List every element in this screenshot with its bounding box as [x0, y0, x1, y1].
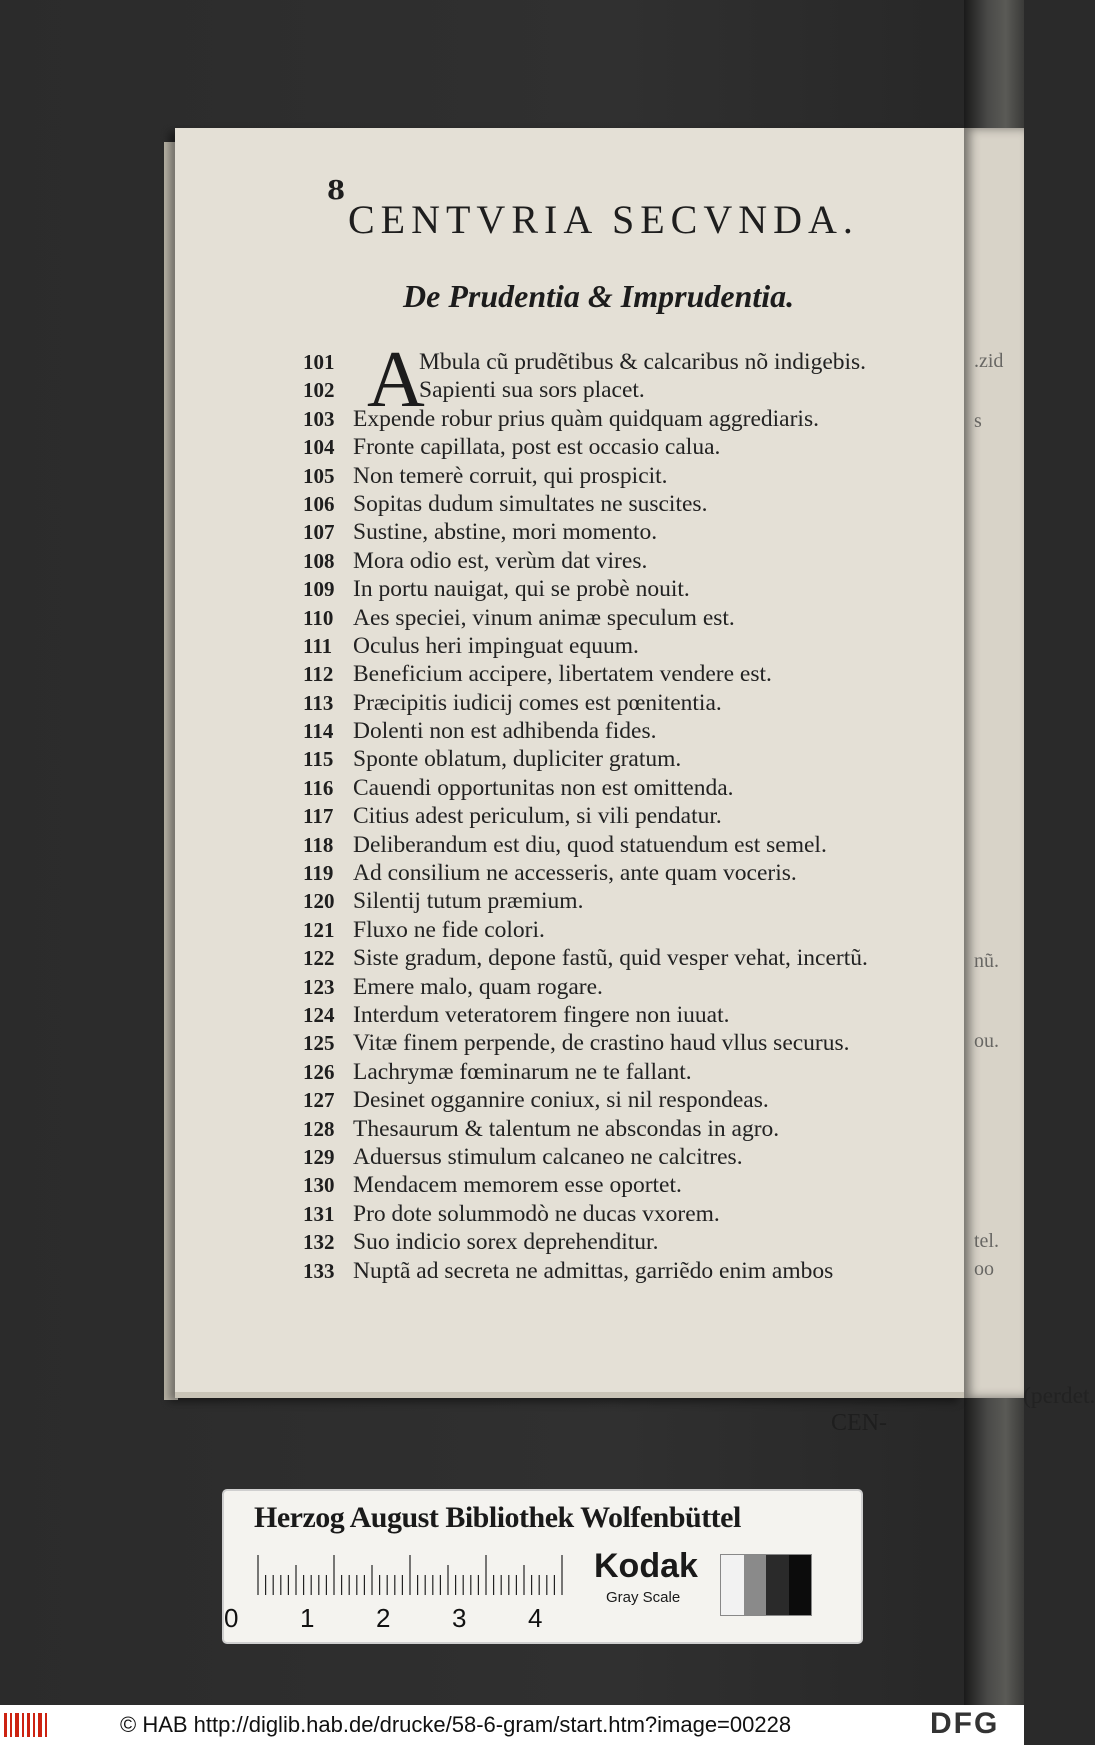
ruler-label: 1: [300, 1603, 315, 1633]
source-credit-link[interactable]: © HAB http://diglib.hab.de/drucke/58-6-gram/start.htm?image=00228: [120, 1712, 792, 1737]
proverb-number: 120: [303, 889, 335, 914]
color-calibration-card: [224, 1491, 861, 1642]
proverb-list: [303, 348, 983, 1285]
proverb-number: 106: [303, 491, 335, 516]
proverb-line: [303, 774, 983, 802]
proverb-line: [303, 1200, 983, 1228]
proverb-text: Cauendi opportunitas non est omittenda.: [353, 774, 734, 801]
proverb-line: [303, 1058, 983, 1086]
proverb-line: [303, 433, 983, 461]
gray-swatches: [720, 1554, 812, 1616]
proverb-number: 101: [303, 350, 335, 374]
proverb-text: Non temerè corruit, qui prospicit.: [353, 462, 668, 489]
proverb-number: 119: [303, 861, 334, 886]
proverb-text: Deliberandum est diu, quod statuendum est semel.: [353, 831, 827, 858]
proverb-number: 129: [303, 1144, 335, 1169]
proverb-text: Interdum veteratorem fingere non iuuat.: [353, 1001, 730, 1028]
proverb-text: Pro dote solummodò ne ducas vxorem.: [353, 1200, 720, 1227]
proverb-number: 117: [303, 804, 334, 829]
proverb-text: Sapienti sua sors placet.: [419, 377, 645, 404]
proverb-number: 114: [303, 719, 334, 744]
library-name: Herzog August Bibliothek Wolfenbüttel: [254, 1501, 741, 1534]
page-number: 8: [327, 176, 346, 206]
proverb-number: 122: [303, 946, 335, 971]
proverb-line: [303, 547, 983, 575]
proverb-text: Ad consilium ne accesseris, ante quam voceris.: [353, 860, 797, 887]
proverb-text: Dolenti non est adhibenda fides.: [353, 718, 657, 745]
proverb-line: [303, 745, 983, 773]
proverb-line: [303, 689, 983, 717]
gray-swatch: [721, 1555, 744, 1615]
adjacent-fragment: .zid: [974, 350, 1004, 372]
proverb-text: Mora odio est, verùm dat vires.: [353, 547, 648, 574]
proverb-text: Suo indicio sorex deprehenditur.: [353, 1229, 659, 1256]
proverb-text: In portu nauigat, qui se probè nouit.: [353, 576, 690, 603]
gray-swatch: [744, 1555, 767, 1615]
proverb-text: Sopitas dudum simultates ne suscites.: [353, 490, 708, 517]
ruler-label: 4: [528, 1603, 543, 1633]
proverb-text: Siste gradum, depone fastũ, quid vesper vehat, incertũ.: [353, 945, 868, 972]
proverb-line: [303, 717, 983, 745]
proverb-number: 123: [303, 974, 335, 999]
proverb-number: 110: [303, 605, 334, 630]
gray-swatch: [789, 1555, 812, 1615]
proverb-line: [303, 1029, 983, 1057]
adjacent-fragment: s: [974, 410, 982, 432]
proverb-text: Emere malo, quam rogare.: [353, 973, 603, 1000]
proverb-line: [303, 831, 983, 859]
proverb-line: [303, 887, 983, 915]
ruler: [256, 1555, 566, 1595]
proverb-number: 124: [303, 1002, 335, 1027]
proverb-line: [303, 660, 983, 688]
proverb-text: Fronte capillata, post est occasio calua.: [353, 434, 721, 461]
proverb-text: Desinet oggannire coniux, si nil respondeas.: [353, 1087, 769, 1114]
proverb-text: Lachrymæ fœminarum ne te fallant.: [353, 1058, 692, 1085]
proverb-number: 118: [303, 832, 334, 857]
proverb-number: 113: [303, 690, 334, 715]
proverb-text: Sustine, abstine, mori momento.: [353, 519, 658, 546]
catchword: CEN-: [831, 1410, 887, 1436]
proverb-line: [303, 1001, 983, 1029]
ruler-label: 3: [452, 1603, 467, 1633]
adjacent-fragment: tel.: [974, 1230, 999, 1252]
proverb-number: 127: [303, 1088, 335, 1113]
proverb-number: 130: [303, 1173, 335, 1198]
proverb-line: [303, 405, 983, 433]
adjacent-fragment: oo: [974, 1258, 994, 1280]
proverb-text: Thesaurum & talentum ne abscondas in agro.: [353, 1115, 780, 1142]
proverb-line: [303, 944, 983, 972]
proverb-text: Aes speciei, vinum animæ speculum est.: [353, 604, 735, 631]
page-bottom-edge: [175, 1392, 964, 1398]
proverb-number: 109: [303, 577, 335, 602]
page-title: CENTVRIA SECVNDA.: [348, 197, 859, 242]
proverb-text: Nuptã ad secreta ne admittas, garriẽdo enim ambos: [353, 1257, 834, 1284]
kodak-logo: Kodak: [594, 1547, 698, 1585]
proverb-text: Expende robur prius quàm quidquam aggrediaris.: [353, 405, 819, 432]
proverb-line: [303, 575, 983, 603]
proverb-text: Oculus heri impinguat equum.: [353, 632, 639, 659]
proverb-number: 116: [303, 775, 334, 800]
runover-word: (perdet.: [1023, 1383, 1095, 1409]
proverb-line: [303, 490, 983, 518]
gray-scale-label: Gray Scale: [606, 1589, 681, 1606]
proverb-line: [303, 1171, 983, 1199]
proverb-line: [303, 916, 983, 944]
section-subtitle: De Prudentia & Imprudentia.: [403, 278, 795, 314]
proverb-text: Citius adest periculum, si vili pendatur.: [353, 803, 722, 830]
proverb-line: [303, 802, 983, 830]
proverb-line: [303, 1257, 983, 1285]
proverb-number: 133: [303, 1258, 335, 1283]
proverb-number: 105: [303, 463, 335, 488]
ruler-label: 0: [224, 1603, 239, 1633]
proverb-line: [303, 348, 983, 376]
proverb-line: [303, 518, 983, 546]
proverb-text: Beneficium accipere, libertatem vendere est.: [353, 661, 772, 688]
proverb-number: 126: [303, 1059, 335, 1084]
proverb-number: 103: [303, 406, 335, 431]
proverb-text: Mbula cũ prudẽtibus & calcaribus nõ indigebis.: [419, 349, 867, 375]
proverb-line: [303, 973, 983, 1001]
proverb-line: [303, 859, 983, 887]
proverb-text: Fluxo ne fide colori.: [353, 916, 545, 943]
proverb-line: [303, 1115, 983, 1143]
proverb-line: [303, 462, 983, 490]
drop-cap: A: [367, 336, 425, 424]
proverb-number: 115: [303, 747, 334, 772]
proverb-text: Silentij tutum præmium.: [353, 888, 584, 915]
proverb-text: Præcipitis iudicij comes est pœnitentia.: [353, 689, 722, 716]
barcode-icon: [4, 1711, 48, 1739]
proverb-line: [303, 1086, 983, 1114]
proverb-line: [303, 1228, 983, 1256]
gray-swatch: [766, 1555, 789, 1615]
dfg-logo: DFG: [930, 1707, 1000, 1740]
adjacent-fragment: nũ.: [974, 950, 999, 972]
proverb-line: [303, 1143, 983, 1171]
proverb-text: Sponte oblatum, dupliciter gratum.: [353, 746, 682, 773]
proverb-number: 104: [303, 435, 335, 460]
proverb-line: [303, 604, 983, 632]
proverb-number: 111: [303, 633, 333, 658]
proverb-number: 112: [303, 662, 334, 687]
proverb-number: 125: [303, 1031, 335, 1056]
proverb-text: Mendacem memorem esse oportet.: [353, 1172, 682, 1199]
proverb-number: 128: [303, 1116, 335, 1141]
proverb-number: 131: [303, 1201, 335, 1226]
ruler-label: 2: [376, 1603, 391, 1633]
proverb-line: [303, 376, 983, 404]
adjacent-fragment: ou.: [974, 1030, 999, 1052]
proverb-text: Vitæ finem perpende, de crastino haud vllus securus.: [353, 1030, 850, 1057]
proverb-line: [303, 632, 983, 660]
proverb-number: 107: [303, 520, 335, 545]
footer-bar: [0, 1705, 1024, 1745]
proverb-number: 121: [303, 917, 335, 942]
proverb-number: 132: [303, 1230, 335, 1255]
proverb-number: 108: [303, 548, 335, 573]
proverb-number: 102: [303, 378, 335, 403]
proverb-text: Aduersus stimulum calcaneo ne calcitres.: [353, 1143, 743, 1170]
